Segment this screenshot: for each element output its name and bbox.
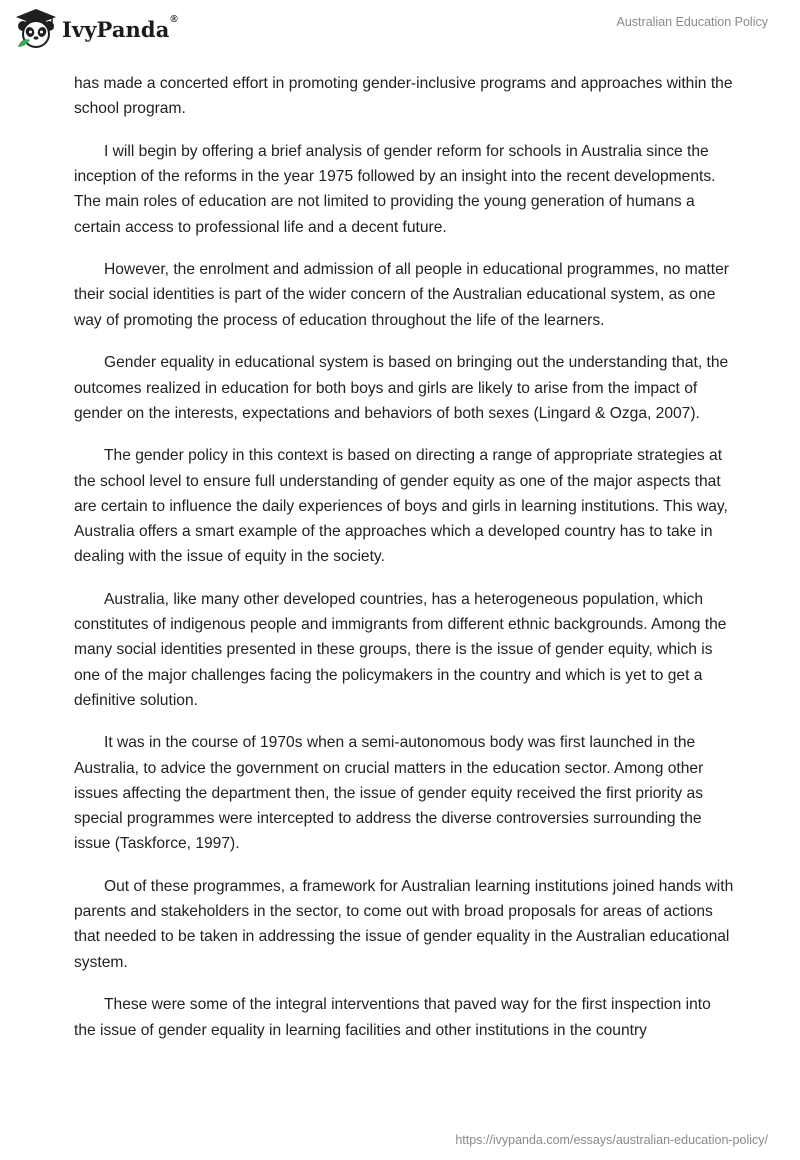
paragraph-9: These were some of the integral interventions that paved way for the first inspection into the issue of gender equality in learning facilities and other institutions in the country bbox=[74, 996, 711, 1039]
paragraph-8: Out of these programmes, a framework for Australian learning institutions joined hands with parents and stakeholders in the sector, to come out with broad proposals for areas of actions that needed to be taken in addressing the issue of gender equality in the Australian educational system. bbox=[74, 877, 734, 971]
paragraph-3: However, the enrolment and admission of all people in educational programmes, no matter their social identities is part of the wider concern of the Australian educational system, as one way of promoting the process of education throughout the life of the learners. bbox=[74, 261, 729, 329]
brand-logo[interactable] bbox=[14, 7, 178, 51]
paragraph-7: It was in the course of 1970s when a semi-autonomous body was first launched in the Australia, to advice the government on crucial matters in the education sector. Among other issues affecting the department then, the issue of gender equity received the first priority as special programmes were intercepted to address the diverse controversies surrounding the issue (Taskforce, 1997). bbox=[74, 734, 704, 853]
paragraph-4: Gender equality in educational system is based on bringing out the understanding that, the outcomes realized in education for both boys and girls are likely to arise from the impact of gender on the interests, expectations and behaviors of both sexes (Lingard & Ozga, 2007). bbox=[74, 354, 729, 422]
page-header bbox=[0, 0, 800, 62]
paragraph-2: I will begin by offering a brief analysis of gender reform for schools in Australia since the inception of the reforms in the year 1975 followed by an insight into the recent developments. The main roles of education are not limited to providing the young generation of humans a certain access to professional life and a decent future. bbox=[74, 142, 716, 236]
paragraph-5: The gender policy in this context is based on directing a range of appropriate strategies at the school level to ensure full understanding of gender equity as one of the major aspects that are certain to influence the daily experiences of boys and girls in learning institutions. This way, Australia offers a smart example of the approaches which a developed country has to take in dealing with the issue of equity in the society. bbox=[74, 447, 728, 566]
brand-name: IvyPanda® bbox=[62, 13, 178, 42]
paragraph-1: has made a concerted effort in promoting gender-inclusive programs and approaches within the school program. bbox=[74, 75, 733, 118]
document-title: Australian Education Policy bbox=[616, 15, 768, 29]
panda-graduate-icon bbox=[14, 7, 58, 51]
source-url[interactable]: https://ivypanda.com/essays/australian-education-policy/ bbox=[455, 1133, 768, 1147]
essay-body bbox=[74, 71, 734, 1060]
registered-mark: ® bbox=[170, 13, 178, 25]
paragraph-6: Australia, like many other developed countries, has a heterogeneous population, which constitutes of indigenous people and immigrants from different ethnic backgrounds. Among the many social identities presented in these groups, there is the issue of gender equity, which is one of the major challenges facing the policymakers in the country and which is yet to get a definitive solution. bbox=[74, 590, 727, 709]
